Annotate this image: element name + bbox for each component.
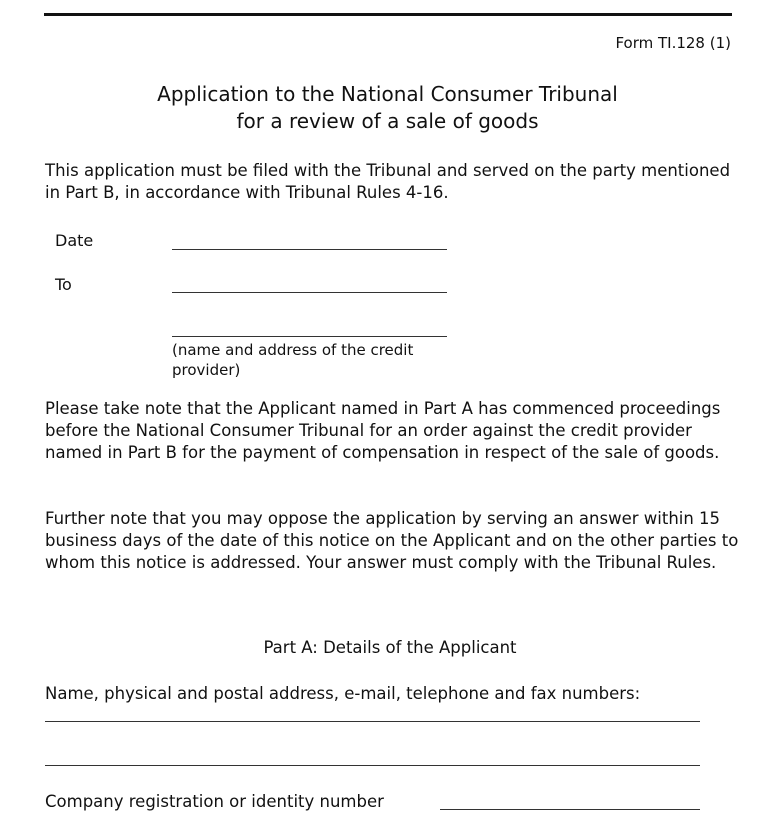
address-caption: (name and address of the credit provider) — [172, 341, 414, 379]
to-label: To — [55, 275, 72, 294]
oppose-paragraph: Further note that you may oppose the application by serving an answer within 15 business days of the date of this notice on the Applicant and on the other parties to whom this notice is addressed. Your answer must comply with the Tribunal Rules. — [45, 509, 739, 572]
contact-details-field-1[interactable] — [45, 721, 700, 722]
contact-details-field-2[interactable] — [45, 765, 700, 766]
page-title-line-2: for a review of a sale of goods — [236, 109, 539, 133]
date-field[interactable] — [172, 249, 447, 250]
registration-field[interactable] — [440, 809, 700, 810]
registration-label: Company registration or identity number — [45, 792, 384, 811]
date-label: Date — [55, 231, 94, 250]
notice-paragraph: Please take note that the Applicant named in Part A has commenced proceedings before the National Consumer Tribunal for an order against the credit provider named in Part B for the payment of compensation in respect of the sale of goods. — [45, 399, 721, 462]
contact-details-label: Name, physical and postal address, e-mail, telephone and fax numbers: — [45, 684, 641, 703]
top-rule — [44, 13, 732, 16]
part-a-heading: Part A: Details of the Applicant — [263, 638, 517, 657]
page-title-line-1: Application to the National Consumer Tribunal — [157, 82, 618, 106]
address-field[interactable] — [172, 336, 447, 337]
form-number: Form TI.128 (1) — [615, 34, 731, 52]
to-field[interactable] — [172, 292, 447, 293]
intro-paragraph: This application must be filed with the Tribunal and served on the party mentioned in Part B, in accordance with Tribunal Rules 4-16. — [45, 161, 731, 202]
